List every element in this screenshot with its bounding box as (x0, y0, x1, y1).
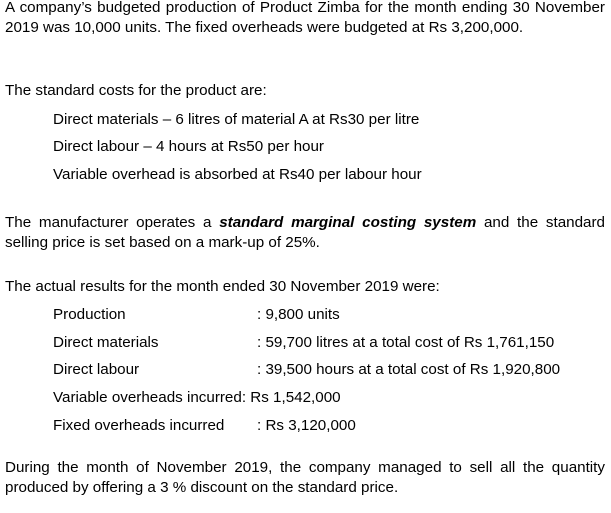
actual-fixed-overheads-value: : Rs 3,120,000 (257, 417, 356, 434)
standard-cost-variable-overhead: Variable overhead is absorbed at Rs40 per labour hour (53, 166, 422, 183)
standard-cost-direct-labour: Direct labour – 4 hours at Rs50 per hour (53, 138, 324, 155)
actual-materials-value: : 59,700 litres at a total cost of Rs 1,761,150 (257, 334, 555, 351)
actual-materials-label: Direct materials (53, 334, 159, 351)
intro-paragraph: A company’s budgeted production of Product Zimba for the month ending 30 November 2019 was 10,000 units. The fixed overheads were budgeted at Rs 3,200,000. (5, 0, 605, 36)
closing-paragraph: During the month of November 2019, the company managed to sell all the quantity produced by offering a 3 % discount on the standard price. (5, 459, 605, 496)
actual-fixed-overheads-label: Fixed overheads incurred (53, 417, 225, 434)
costing-system-emphasis: standard marginal costing system (219, 214, 477, 231)
actual-labour-value: : 39,500 hours at a total cost of Rs 1,920,800 (257, 361, 561, 378)
standard-costs-heading: The standard costs for the product are: (5, 82, 267, 99)
actual-production-value: : 9,800 units (257, 306, 340, 323)
costing-system-paragraph (5, 213, 605, 253)
actual-variable-overheads: Variable overheads incurred: Rs 1,542,000 (53, 389, 341, 406)
costing-system-text-before: The manufacturer operates a (5, 214, 220, 231)
costing-system-text-after: and the standard selling price is set based on a mark-up of 25%. (5, 214, 606, 251)
actual-production-label: Production (53, 306, 126, 323)
standard-cost-direct-materials: Direct materials – 6 litres of material A at Rs30 per litre (53, 111, 420, 128)
actual-labour-label: Direct labour (53, 361, 140, 378)
actual-results-heading: The actual results for the month ended 30 November 2019 were: (5, 278, 440, 295)
